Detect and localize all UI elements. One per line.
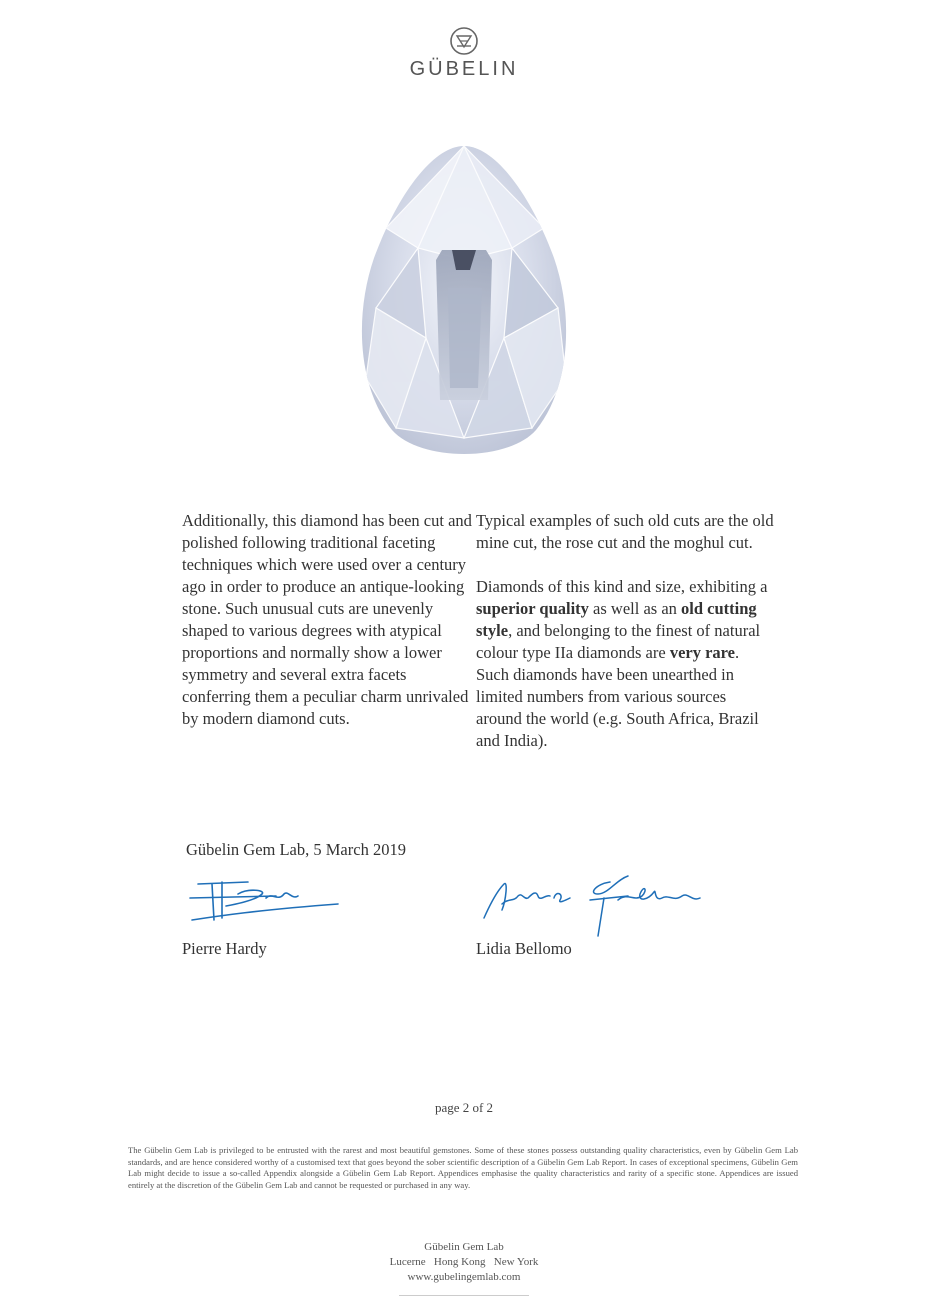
dateline: Gübelin Gem Lab, 5 March 2019 — [186, 840, 406, 859]
right-text-column — [476, 510, 776, 752]
p2-bold-very-rare: very rare — [669, 643, 736, 662]
p2-text-c: as well as an — [588, 599, 682, 618]
footer-divider — [399, 1295, 529, 1296]
disclaimer-text: The Gübelin Gem Lab is privileged to be entrusted with the rarest and most beautiful gemstones. Some of these stones possess outstanding quality characteristics, even by Gübelin Gem Lab standards, and are hence considered worthy of a customised text that goes beyond the sober scientific description of a Gübelin Gem Lab Report. In cases of exceptional specimens, Gübelin Gem Lab might decide to issue a so-called Appendix alongside a Gübelin Gem Lab Report. Appendices emphasise the quality characteristics and rarity of a specific stone. Appendices are issued entirely at the discretion of the Gübelin Gem Lab and cannot be requested or purchased in any way. — [128, 1145, 798, 1190]
signatory-name-right: Lidia Bellomo — [476, 939, 572, 958]
footer — [0, 1240, 928, 1296]
diamond-photo — [356, 138, 572, 473]
signature-pierre-hardy — [188, 876, 348, 931]
left-text-column — [182, 510, 472, 730]
footer-website: www.gubelingemlab.com — [407, 1271, 521, 1283]
right-paragraph-3: Such diamonds have been unearthed in limited numbers from various sources around the world (e.g. South Africa, Brazil and India). — [476, 665, 759, 750]
brand-logo — [0, 26, 928, 81]
right-paragraph-1: Typical examples of such old cuts are the old mine cut, the rose cut and the moghul cut. — [476, 511, 774, 552]
left-paragraph: Additionally, this diamond has been cut and polished following traditional faceting techniques which were used over a century ago in order to produce an antique-looking stone. Such unusual cuts are unevenly shaped to various degrees with atypical proportions and normally show a lower symmetry and several extra facets conferring them a peculiar charm unrivaled by modern diamond cuts. — [182, 511, 472, 728]
signatory-name-left: Pierre Hardy — [182, 939, 267, 958]
p2-text-a: Diamonds of this kind and size, exhibiting a — [476, 577, 768, 596]
brand-wordmark: GÜBELIN — [409, 58, 519, 80]
right-paragraph-2 — [476, 576, 776, 664]
footer-lab-name: Gübelin Gem Lab — [424, 1241, 504, 1253]
p2-text-e: , and belonging to the finest of natural colour type IIa diamonds are — [476, 621, 761, 662]
p2-bold-superior-quality: superior quality — [476, 599, 589, 618]
p2-text-g: . — [735, 643, 740, 662]
page-number: page 2 of 2 — [434, 1100, 494, 1115]
footer-locations: Lucerne Hong Kong New York — [389, 1256, 539, 1268]
signature-lidia-bellomo — [478, 860, 718, 945]
gubelin-emblem-icon — [449, 26, 479, 56]
p2-bold-old-cutting-style: old cutting style — [476, 599, 757, 640]
